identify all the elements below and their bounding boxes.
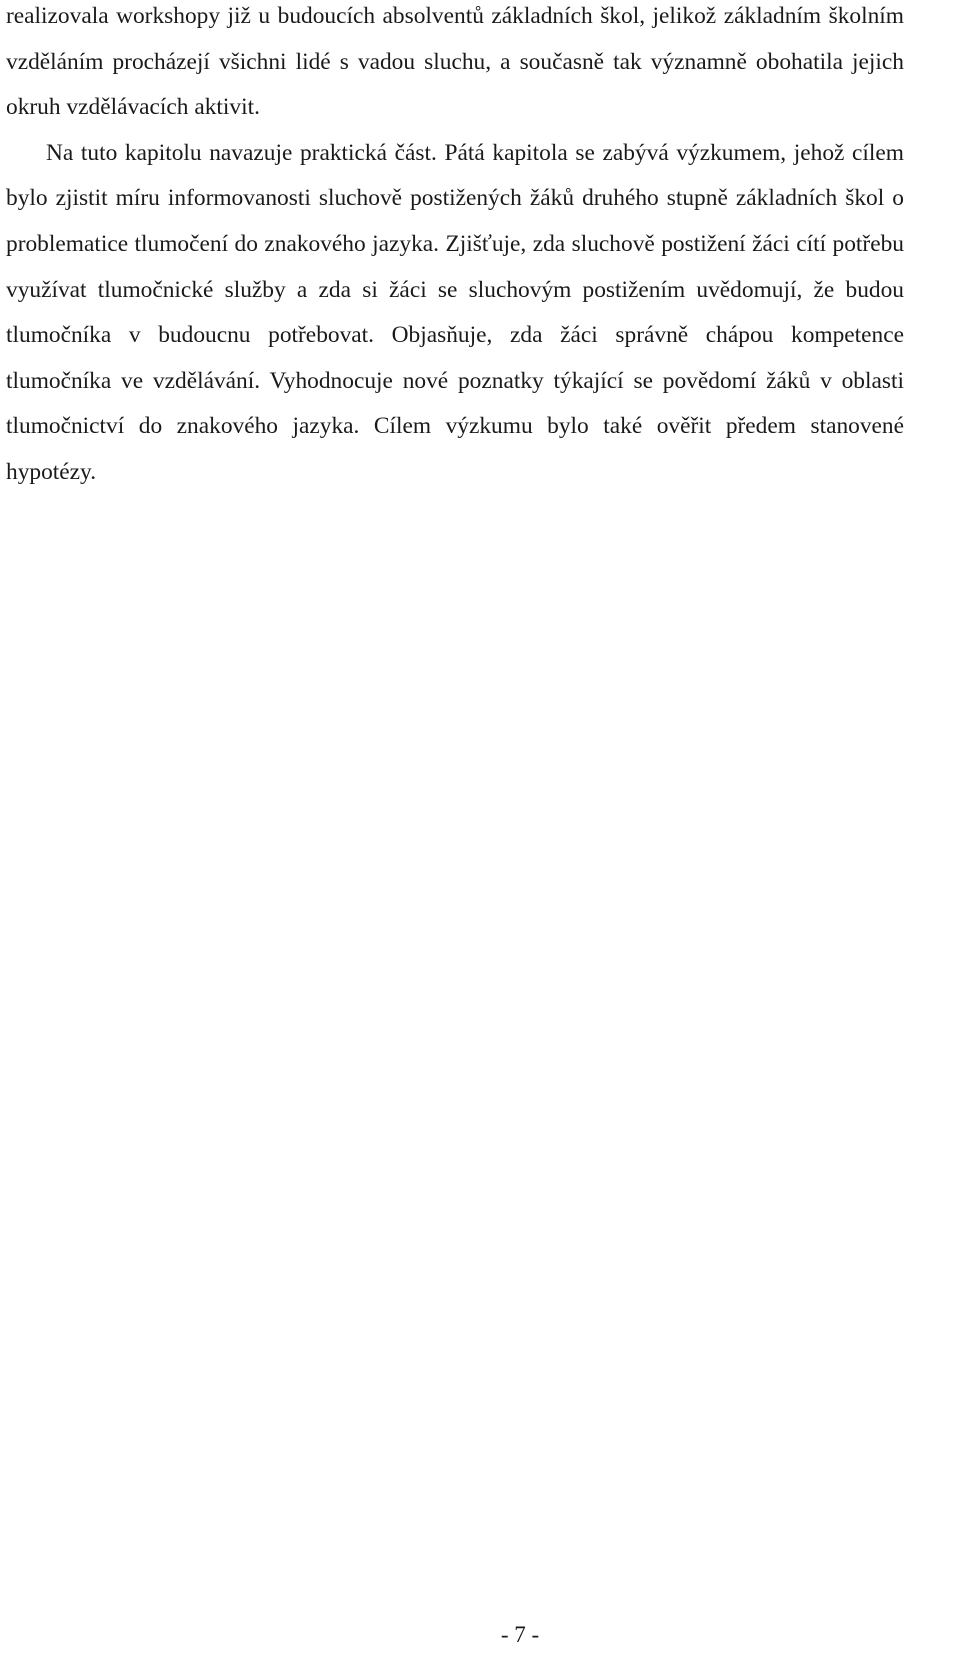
paragraph-continuation: realizovala workshopy již u budoucích absolventů základních škol, jelikož základním školním vzděláním procházejí všichni lidé s vadou sluchu, a současně tak významně obohatila jejich okruh vzdělávacích aktivit. — [6, 3, 904, 121]
body-text — [6, 0, 904, 496]
page-number: - 7 - — [500, 1622, 540, 1647]
paragraph-practical-part: Na tuto kapitolu navazuje praktická část. Pátá kapitola se zabývá výzkumem, jehož cílem bylo zjistit míru informovanosti sluchově postižených žáků druhého stupně základních škol o problematice tlumočení do znakového jazyka. Zjišťuje, zda sluchově postižení žáci cítí potřebu využívat tlumočnické služby a zda si žáci se sluchovým postižením uvědomují, že budou tlumočníka v budoucnu potřebovat. Objasňuje, zda žáci správně chápou kompetence tlumočníka ve vzdělávání. Vyhodnocuje nové poznatky týkající se povědomí žáků v oblasti tlumočnictví do znakového jazyka. Cílem výzkumu bylo také ověřit předem stanovené hypotézy. — [6, 139, 904, 485]
